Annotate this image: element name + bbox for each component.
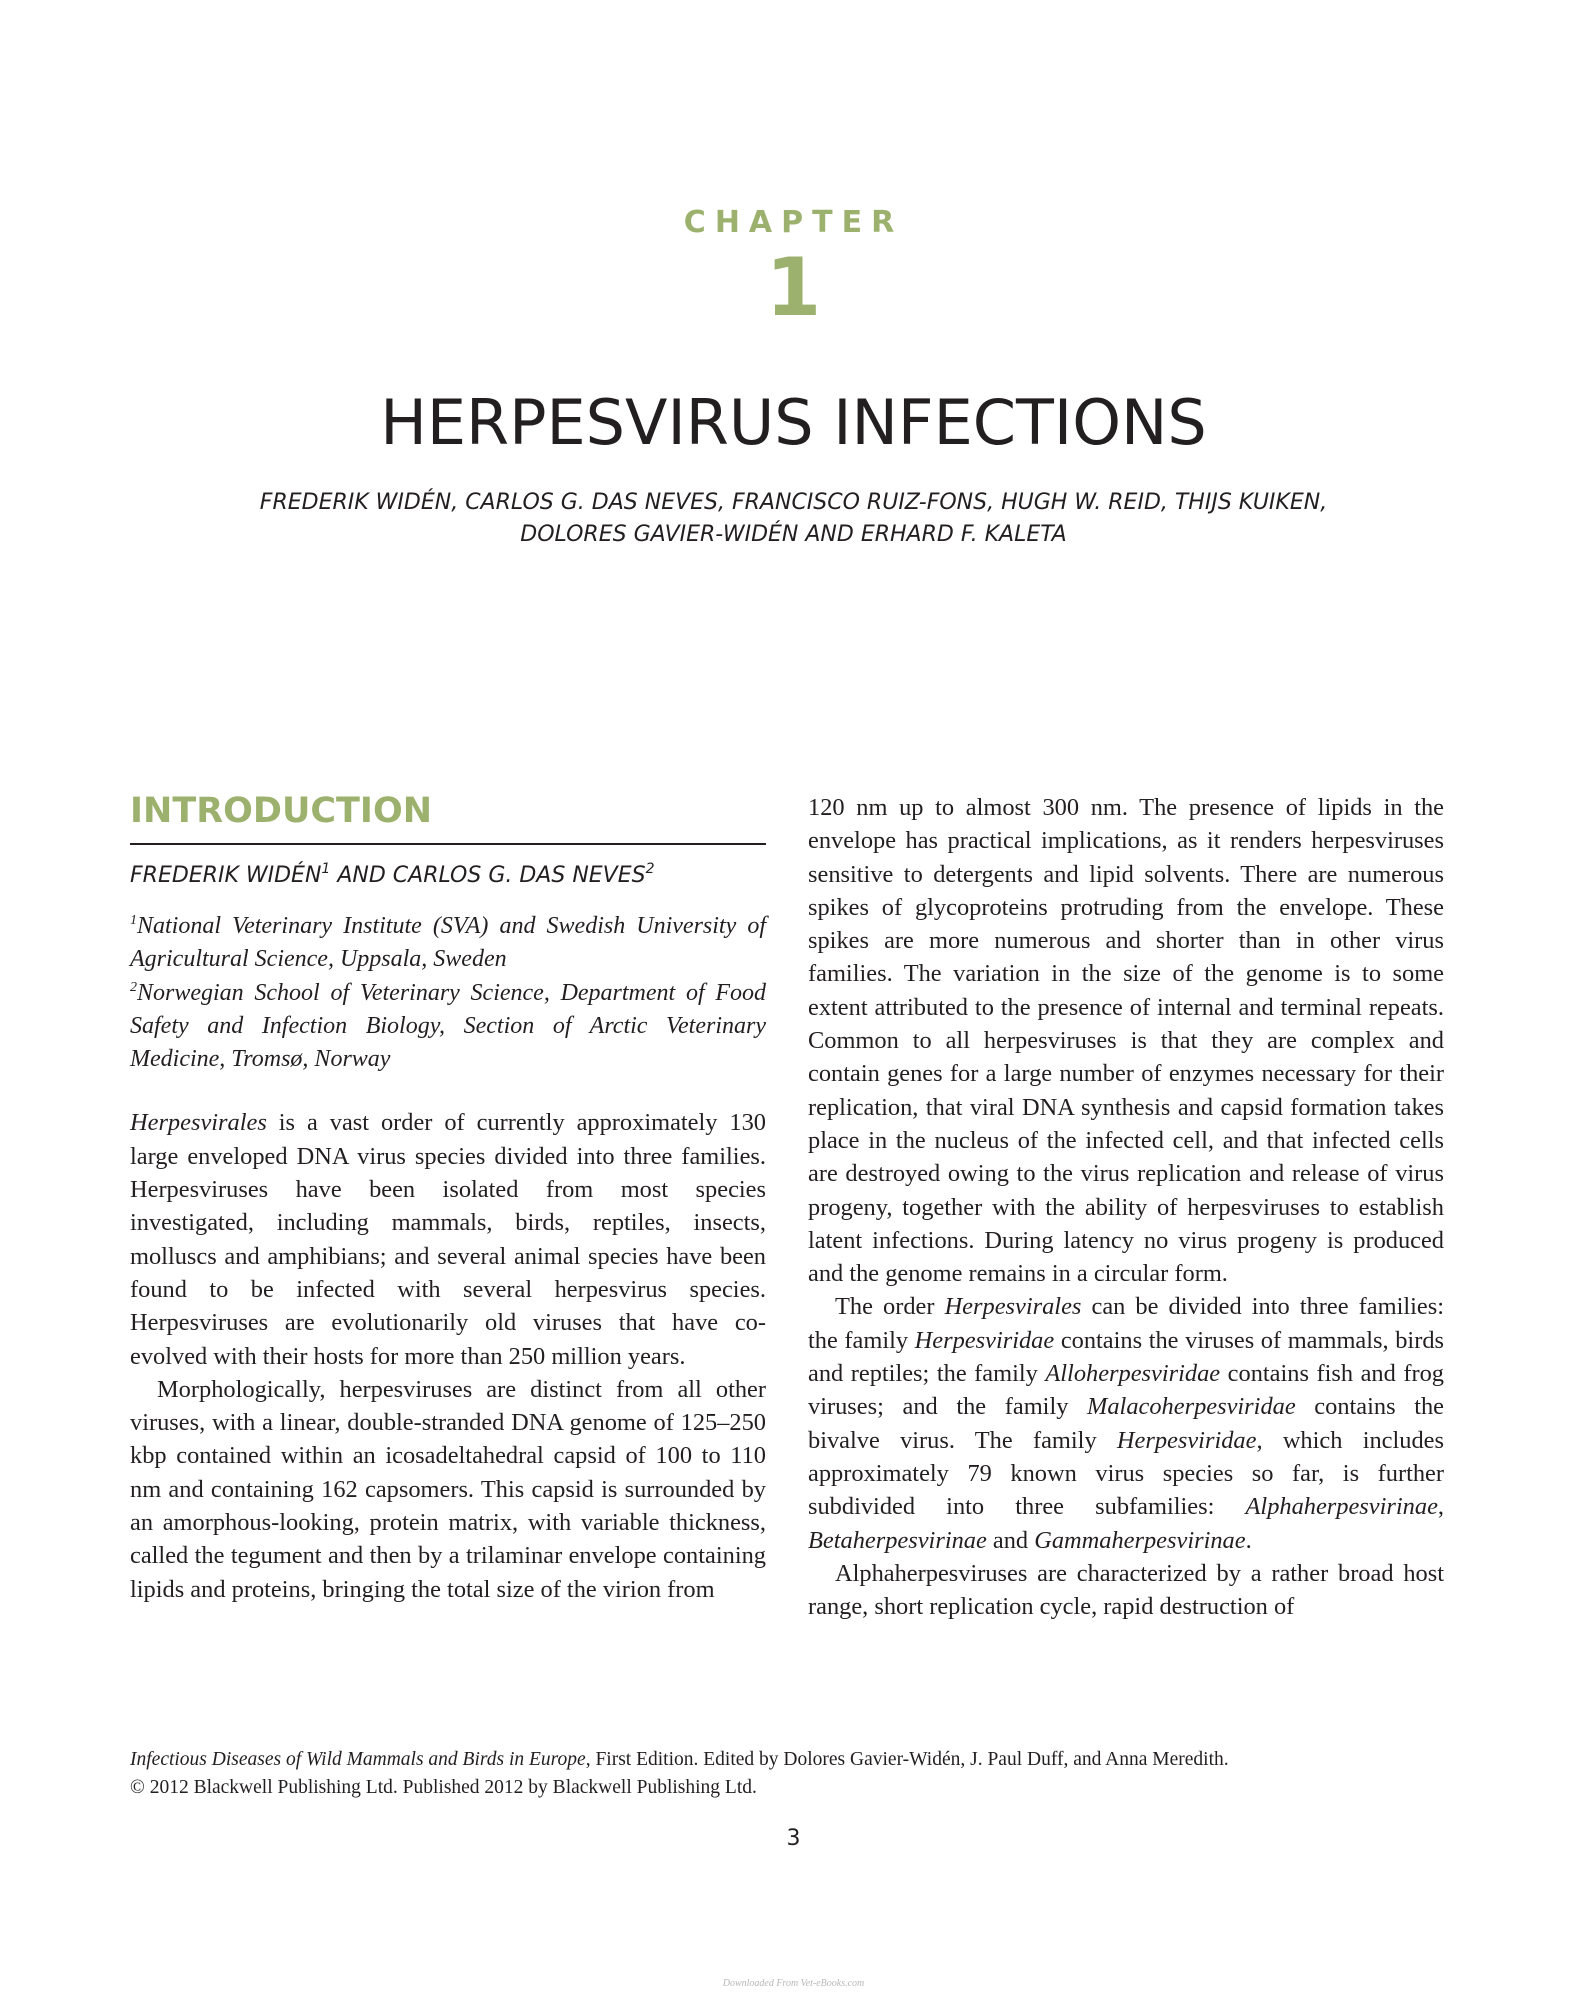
- chapter-label: CHAPTER: [683, 205, 904, 240]
- p4-text-g: contains fish and frog viruses; and the family: [808, 1360, 1444, 1421]
- section-author-1-superscript: 1: [321, 861, 331, 877]
- body-paragraph-2: Morphologically, herpesviruses are distinct from all other viruses, with a linear, double-stranded DNA genome of 125–250 kbp contained within an icosadeltahedral capsid of 100 to 110 nm and containing 162 capsomers. This capsid is surrounded by an amorphous-looking, protein matrix, with variable thickness, called the tegument and then by a trilaminar envelope containing lipids and proteins, bringing the total size of the virion from: [130, 1375, 766, 1603]
- chapter-number: 1: [765, 241, 822, 334]
- footer-citation-line-1: [130, 1746, 1470, 1774]
- affiliation-1-superscript: 1: [130, 913, 137, 928]
- right-column: [808, 791, 1444, 1623]
- affiliation-2-superscript: 2: [130, 979, 137, 995]
- affiliation-2: [130, 977, 766, 1077]
- p4-italic-j: Herpesviridae: [1116, 1426, 1257, 1454]
- chapter-title: HERPESVIRUS INFECTIONS: [380, 386, 1207, 459]
- p4-text-e: contains the viruses of mammals, birds and reptiles; the family: [808, 1326, 1445, 1388]
- affiliation-1: [130, 910, 766, 977]
- footer-copyright: © 2012 Blackwell Publishing Ltd. Published 2012 by Blackwell Publishing Ltd.: [130, 1777, 757, 1798]
- footer-edition: , First Edition. Edited by Dolores Gavier-Widén, J. Paul Duff, and Anna Meredith.: [585, 1749, 1229, 1770]
- p4-text-m: ,: [1437, 1493, 1444, 1521]
- body-p1-italic: Herpesvirales: [130, 1109, 267, 1137]
- section-author-1: FREDERIK WIDÉN: [130, 863, 322, 888]
- section-author-2-superscript: 2: [645, 861, 655, 877]
- body-p1-text: is a vast order of currently approximately 130 large enveloped DNA virus species divided into three families. Herpesviruses have been isolated from most species investigated, including mammals, birds, reptiles, insects, molluscs and amphibians; and several animal species have been found to be infected with several herpesvirus species. Herpesviruses are evolutionarily old viruses that have co-evolved with their hosts for more than 250 million years.: [130, 1109, 766, 1370]
- p4-italic-n: Betaherpesvirinae: [808, 1526, 987, 1554]
- p4-italic-f: Alloherpesviridae: [1045, 1360, 1221, 1388]
- p4-text-o: and: [986, 1526, 1035, 1554]
- affiliation-2-text: Norwegian School of Veterinary Science, Department of Food Safety and Infection Biology, Section of Arctic Veterinary Medicine, Tromsø, Norway: [130, 979, 766, 1073]
- affiliations: [130, 910, 766, 1076]
- footer-book-title: Infectious Diseases of Wild Mammals and Birds in Europe: [130, 1749, 586, 1770]
- p4-text-a: The order: [835, 1293, 945, 1321]
- chapter-authors-line-2: DOLORES GAVIER-WIDÉN AND ERHARD F. KALETA: [520, 522, 1067, 547]
- body-paragraph-5: Alphaherpesviruses are characterized by a rather broad host range, short replication cycle, rapid destruction of: [808, 1559, 1444, 1621]
- p4-text-i: contains the bivalve virus. The family: [808, 1393, 1444, 1454]
- p4-italic-d: Herpesviridae: [914, 1326, 1055, 1354]
- section-authors: [130, 861, 766, 891]
- p4-text-k: , which includes approximately 79 known virus species so far, is further subdivided into three subfamilies:: [808, 1426, 1444, 1521]
- body-paragraph-3: 120 nm up to almost 300 nm. The presence of lipids in the envelope has practical implications, as it renders herpesviruses sensitive to detergents and lipid solvents. There are numerous spikes of glycoproteins protruding from the envelope. These spikes are more numerous and shorter than in other virus families. The variation in the size of the genome is to some extent attributed to the presence of internal and terminal repeats. Common to all herpesviruses is that they are complex and contain genes for a large number of enzymes necessary for their replication, that viral DNA synthesis and capsid formation takes place in the nucleus of the infected cell, and that infected cells are destroyed owing to the virus replication and release of virus progeny, together with the ability of herpesviruses to establish latent infections. During latency no virus progeny is produced and the genome remains in a circular form.: [808, 794, 1444, 1288]
- watermark: Downloaded From Vet-eBooks.com: [722, 1978, 865, 1989]
- p4-italic-p: Gammaherpesvirinae: [1034, 1526, 1246, 1554]
- p4-italic-b: Herpesvirales: [944, 1293, 1082, 1321]
- affiliation-1-text: National Veterinary Institute (SVA) and Swedish University of Agricultural Science, Uppsala, Sweden: [130, 913, 766, 973]
- footer-citation: [130, 1746, 1470, 1802]
- chapter-authors: [120, 487, 1467, 551]
- section-authors-and: AND: [330, 863, 393, 888]
- section-heading: INTRODUCTION: [130, 790, 766, 845]
- left-column: [130, 790, 766, 1606]
- body-paragraph-1: [130, 1106, 766, 1372]
- body-paragraph-4: [808, 1290, 1444, 1556]
- page-number: 3: [786, 1826, 801, 1851]
- p4-italic-l: Alphaherpesvirinae: [1245, 1493, 1438, 1521]
- p4-text-q: .: [1245, 1526, 1252, 1554]
- p4-italic-h: Malacoherpesviridae: [1087, 1393, 1296, 1421]
- chapter-authors-line-1: FREDERIK WIDÉN, CARLOS G. DAS NEVES, FRANCISCO RUIZ-FONS, HUGH W. REID, THIJS KUIKEN,: [259, 490, 1328, 515]
- p4-text-c: can be divided into three families: the family: [808, 1293, 1444, 1354]
- section-author-2: CARLOS G. DAS NEVES: [392, 863, 646, 888]
